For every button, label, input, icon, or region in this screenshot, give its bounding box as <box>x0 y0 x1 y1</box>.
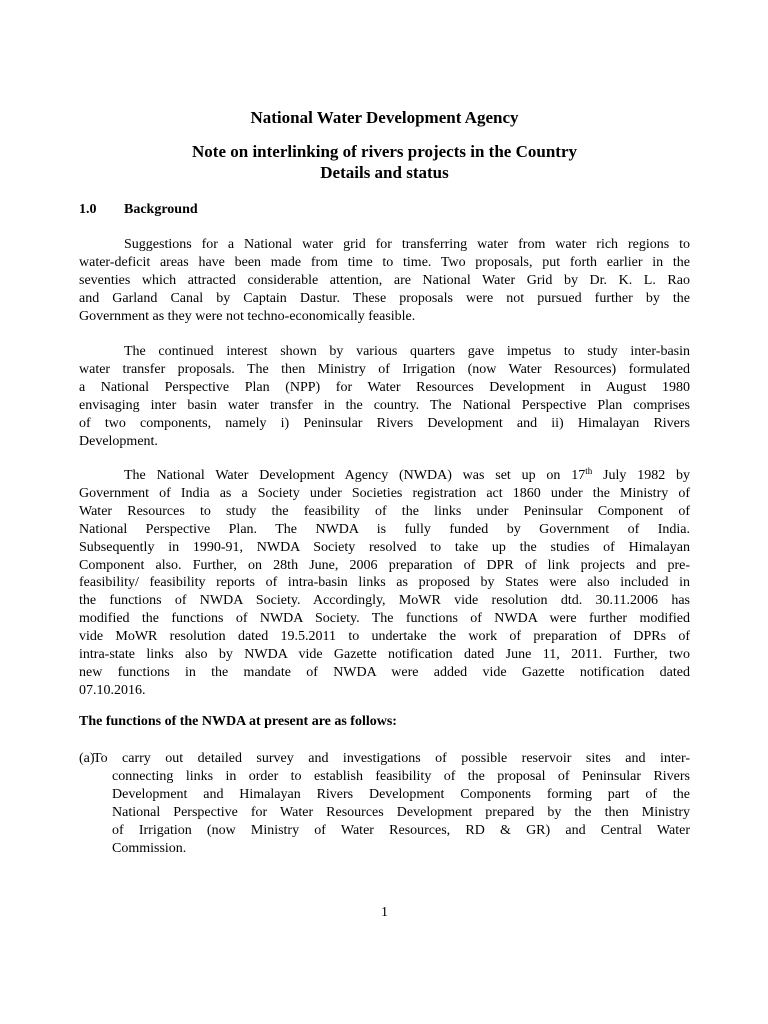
document-title: National Water Development Agency <box>250 108 519 127</box>
paragraph-line: Suggestions for a National water grid for transferring water from water rich regions to <box>124 237 690 252</box>
section-heading <box>79 202 198 218</box>
section-number: 1.0 <box>79 202 97 217</box>
paragraph-line: a National Perspective Plan (NPP) for Water Resources Development in August 1980 <box>79 379 690 395</box>
paragraph-line: Development. <box>79 433 158 449</box>
function-item-body <box>93 750 690 857</box>
paragraph-line: of two components, namely i) Peninsular Rivers Development and ii) Himalayan Rivers <box>79 415 690 431</box>
paragraph-line: water-deficit areas have been made from time to time. Two proposals, put forth earlier in the <box>79 254 690 270</box>
page-number: 1 <box>381 905 388 920</box>
paragraph-line: vide MoWR resolution dated 19.5.2011 to undertake the work of preparation of DPRs of <box>79 629 690 645</box>
paragraph-text: The National Water Development Agency (NWDA) was set up on 17 <box>124 468 586 483</box>
list-item-line: connecting links in order to establish feasibility of the proposal of Peninsular Rivers <box>112 768 690 784</box>
list-item-line: Commission. <box>112 840 187 856</box>
list-item-line: Development and Himalayan Rivers Development Components forming part of the <box>112 786 690 802</box>
paragraph-background-2 <box>79 343 690 450</box>
paragraph-line: Government of India as a Society under Societies registration act 1860 under the Ministry of <box>79 485 690 501</box>
document-subtitle-line1: Note on interlinking of rivers projects in the Country <box>192 142 577 161</box>
paragraph-line: Water Resources to study the feasibility of the links under Peninsular Component of <box>79 503 690 519</box>
paragraph-text: July 1982 by <box>592 468 691 483</box>
paragraph-line: 07.10.2016. <box>79 682 146 698</box>
list-item-line: of Irrigation (now Ministry of Water Resources, RD & GR) and Central Water <box>112 822 690 838</box>
list-item-line: National Perspective for Water Resources Development prepared by the then Ministry <box>112 804 690 820</box>
paragraph-line: envisaging inter basin water transfer in the country. The National Perspective Plan comprises <box>79 397 690 413</box>
paragraph-line: Government as they were not techno-economically feasible. <box>79 308 416 324</box>
paragraph-line: Component also. Further, on 28th June, 2006 preparation of DPR of link projects and pre- <box>79 557 690 573</box>
functions-heading: The functions of the NWDA at present are as follows: <box>79 714 397 729</box>
list-item-line: To carry out detailed survey and investigations of possible reservoir sites and inter- <box>93 751 690 766</box>
paragraph-line: Subsequently in 1990-91, NWDA Society resolved to take up the studies of Himalayan <box>79 539 690 555</box>
section-title: Background <box>124 202 198 217</box>
paragraph-line: seventies which attracted considerable attention, are National Water Grid by Dr. K. L. Rao <box>79 272 690 288</box>
paragraph-line: new functions in the mandate of NWDA were added vide Gazette notification dated <box>79 664 690 680</box>
ordinal-superscript: th <box>585 466 593 476</box>
paragraph-line: the functions of NWDA Society. Accordingly, MoWR vide resolution dtd. 30.11.2006 has <box>79 593 690 609</box>
paragraph-line: and Garland Canal by Captain Dastur. These proposals were not pursued further by the <box>79 290 690 306</box>
paragraph-background-1 <box>79 236 690 326</box>
paragraph-line: modified the functions of NWDA Society. The functions of NWDA were further modified <box>79 611 690 627</box>
paragraph-line: The continued interest shown by various quarters gave impetus to study inter-basin <box>124 344 690 359</box>
document-subtitle-line2: Details and status <box>320 163 449 182</box>
paragraph-line: National Perspective Plan. The NWDA is fully funded by Government of India. <box>79 521 690 537</box>
paragraph-background-3 <box>79 467 690 700</box>
paragraph-line <box>79 467 690 485</box>
paragraph-line: water transfer proposals. The then Ministry of Irrigation (now Water Resources) formulated <box>79 361 690 377</box>
list-marker: (a) <box>79 751 95 766</box>
paragraph-line: feasibility/ feasibility reports of intra-basin links as proposed by States were also included in <box>79 575 690 591</box>
paragraph-line: intra-state links also by NWDA vide Gazette notification dated June 11, 2011. Further, two <box>79 647 690 663</box>
